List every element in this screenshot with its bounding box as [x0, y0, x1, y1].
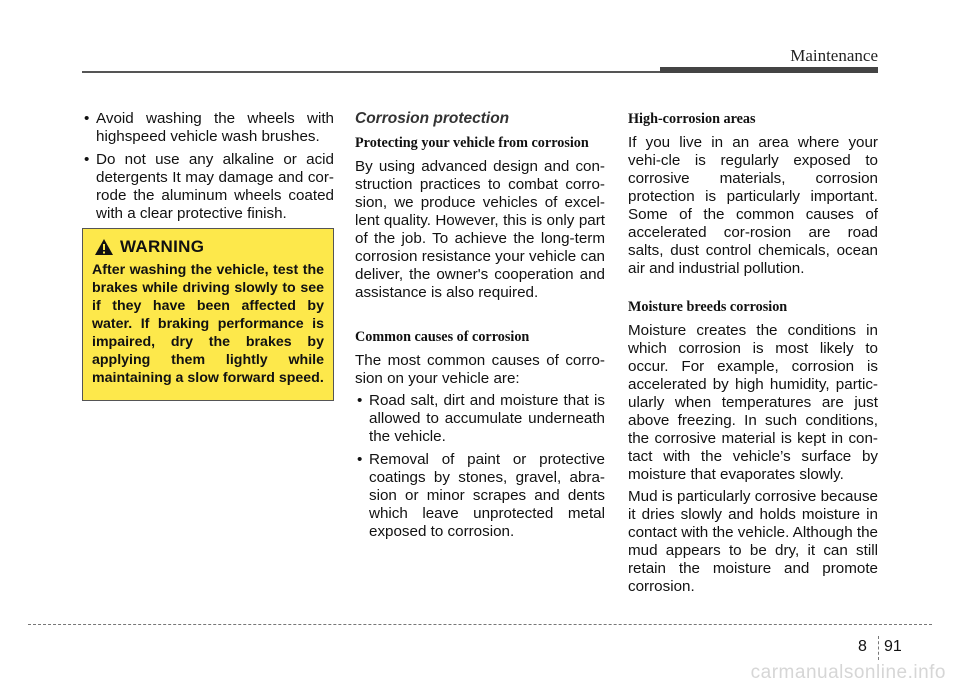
column-middle — [355, 110, 605, 546]
watermark: carmanualsonline.info — [750, 662, 946, 683]
list-item: • Avoid washing the wheels with highspeed vehicle wash brushes. — [82, 110, 334, 146]
corrosion-causes-list — [355, 392, 605, 541]
warning-header — [94, 237, 324, 257]
chapter-number: 8 — [858, 638, 867, 655]
wheel-care-list — [82, 110, 334, 223]
subheading: Common causes of corrosion — [355, 329, 530, 345]
list-item: • Removal of paint or protective coatings by stones, gravel, abra-sion or minor scrapes and dents which leave unprotected metal exposed to corrosion. — [355, 451, 605, 541]
header-rule — [82, 71, 662, 73]
warning-triangle-icon — [94, 238, 114, 256]
warning-title: WARNING — [120, 237, 205, 256]
paragraph: Mud is particularly corrosive because it dries slowly and holds moisture in contact with the vehicle. Although the mud appears to be dry, it can still retain the moisture and promote corrosion. — [628, 488, 878, 595]
list-item: • Road salt, dirt and moisture that is allowed to accumulate underneath the vehicle. — [355, 392, 605, 446]
warning-text: After washing the vehicle, test the brakes while driving slowly to see if they have been affected by water. If braking performance is impaired, dry the brakes by applying them lightly while maintaining a slow forward speed. — [92, 262, 324, 386]
section-heading: Corrosion protection — [355, 110, 510, 127]
page-number: 91 — [884, 638, 902, 655]
section-title: Maintenance — [790, 46, 878, 65]
paragraph: The most common causes of corro-sion on your vehicle are: — [355, 352, 605, 387]
list-item: • Do not use any alkaline or acid detergents It may damage and cor-rode the aluminum wheels coated with a clear protective finish. — [82, 151, 334, 223]
footer-divider — [878, 636, 879, 660]
subheading: Protecting your vehicle from corrosion — [355, 135, 589, 151]
paragraph: Moisture creates the conditions in which corrosion is most likely to occur. For example, corrosion is accelerated by high humidity, partic-ularly when temperatures are just above freezing. In such conditions, the corrosive material is kept in con-tact with the vehicle’s surface by moisture that evaporates slowly. — [628, 322, 878, 483]
paragraph: By using advanced design and con-struction practices to combat corro-sion, we produce vehicles of excel-lent quality. However, this is only part of the job. To achieve the long-term corrosion resistance your vehicle can deliver, the owner's cooperation and assistance is also required. — [355, 158, 605, 301]
subheading: High-corrosion areas — [628, 111, 756, 127]
warning-box — [82, 228, 334, 401]
column-left — [82, 110, 334, 228]
footer-rule — [28, 624, 932, 625]
paragraph: If you live in an area where your vehi-cle is regularly exposed to corrosive materials, corrosion protection is particularly important. Some of the common causes of accelerated cor-rosion are road salts, dust control chemicals, ocean air and industrial pollution. — [628, 134, 878, 277]
column-right — [628, 110, 878, 600]
subheading: Moisture breeds corrosion — [628, 299, 788, 315]
header-rule-accent — [660, 67, 878, 73]
